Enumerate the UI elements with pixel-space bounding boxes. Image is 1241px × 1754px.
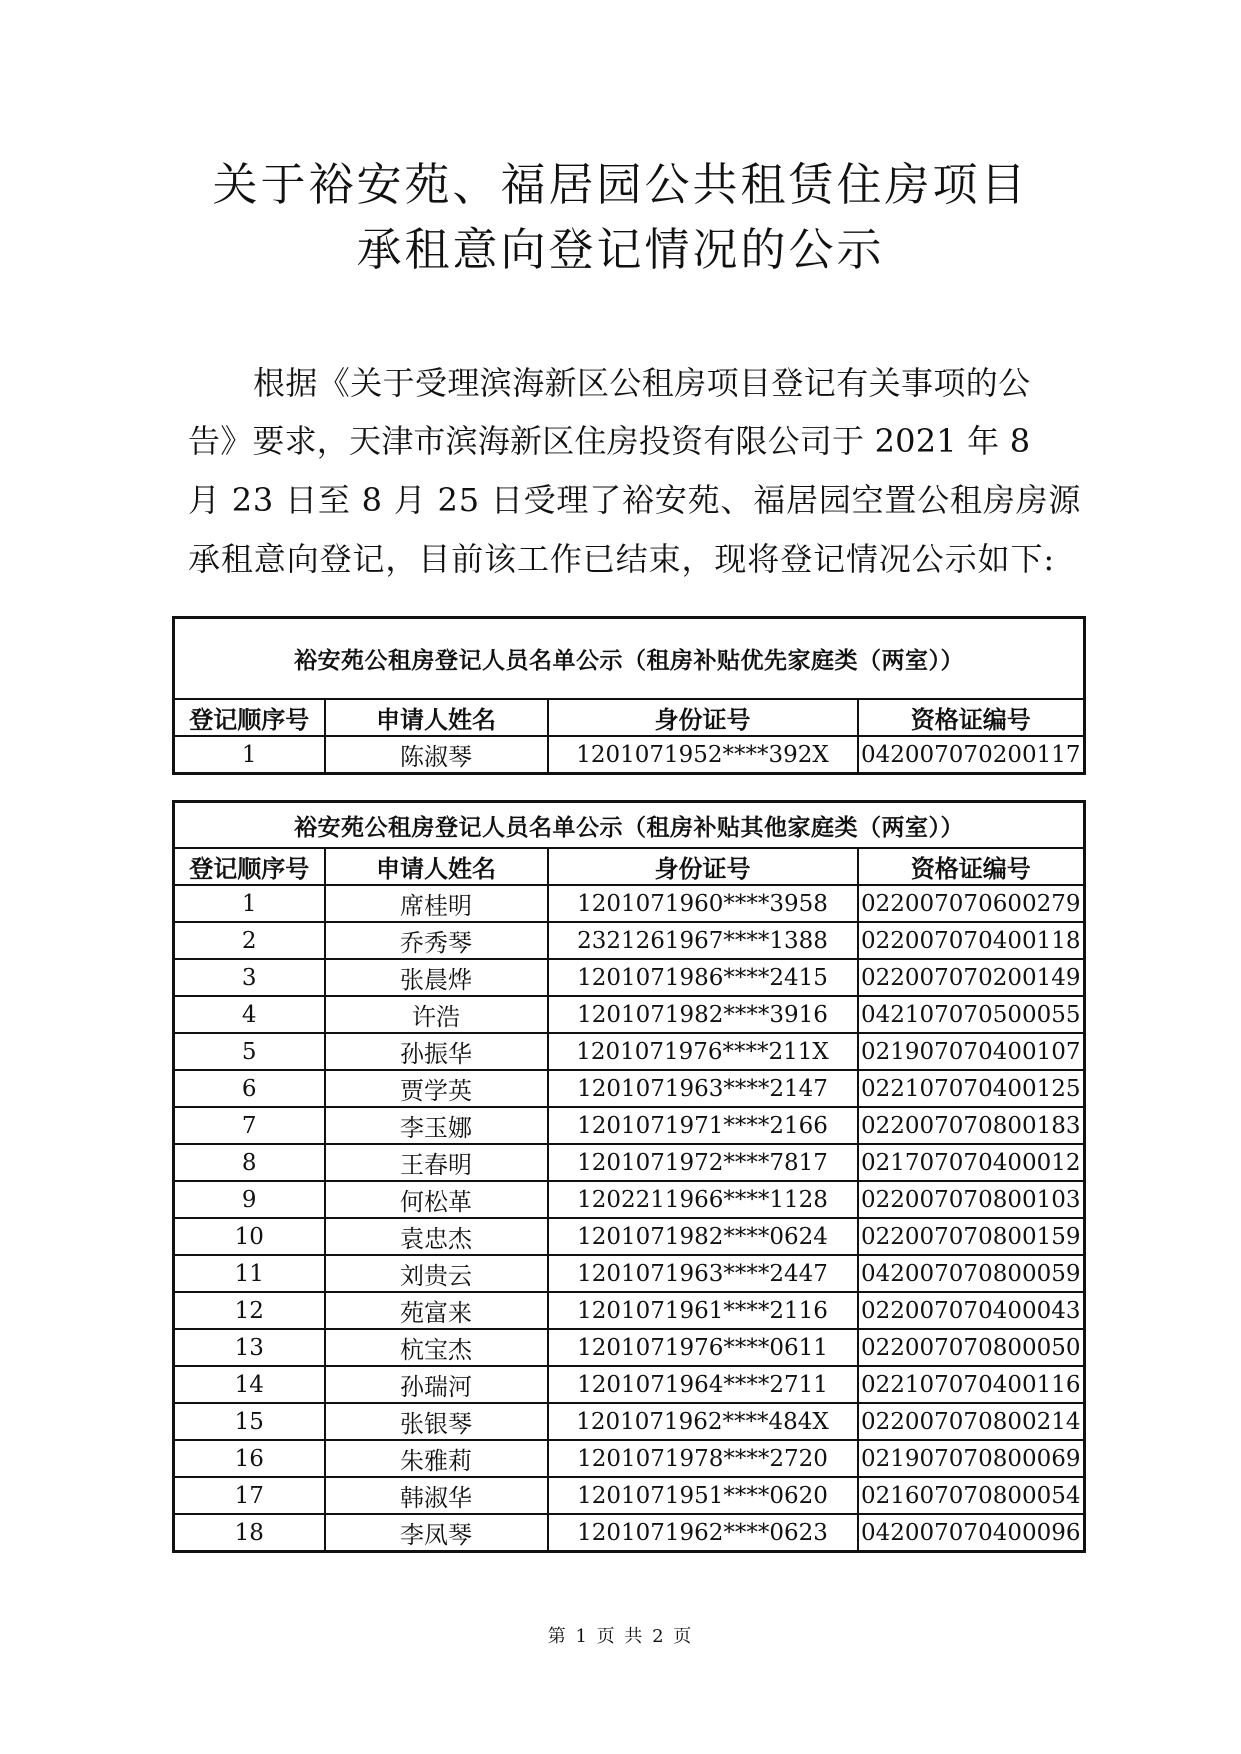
document-title-line-1: 关于裕安苑、福居园公共租赁住房项目 (212, 158, 1029, 211)
cell-id-number: 1201071971****2166 (548, 1107, 858, 1144)
table-row (174, 1366, 1085, 1403)
cell-id-number: 1201071986****2415 (548, 959, 858, 996)
cell-cert-number: 021907070800069 (858, 1440, 1085, 1477)
cell-cert-number: 022007070800214 (858, 1403, 1085, 1440)
table-row (174, 1440, 1085, 1477)
cell-seq: 4 (174, 996, 325, 1033)
cell-name: 孙振华 (325, 1033, 548, 1070)
table-row (174, 1329, 1085, 1366)
table-body (174, 736, 1085, 774)
cell-id-number: 1201071962****484X (548, 1403, 858, 1440)
table-row (174, 736, 1085, 774)
cell-name: 贾学英 (325, 1070, 548, 1107)
cell-name: 刘贵云 (325, 1255, 548, 1292)
cell-seq: 12 (174, 1292, 325, 1329)
cell-id-number: 1201071982****3916 (548, 996, 858, 1033)
intro-paragraph-line-3: 月 23 日至 8 月 25 日受理了裕安苑、福居园空置公租房房源 (188, 481, 1082, 519)
cell-seq: 16 (174, 1440, 325, 1477)
cell-seq: 13 (174, 1329, 325, 1366)
cell-cert-number: 021707070400012 (858, 1144, 1085, 1181)
cell-seq: 6 (174, 1070, 325, 1107)
cell-seq: 18 (174, 1514, 325, 1552)
cell-seq: 3 (174, 959, 325, 996)
table-body (174, 885, 1085, 1552)
cell-cert-number: 022007070800183 (858, 1107, 1085, 1144)
cell-seq: 1 (174, 885, 325, 922)
cell-seq: 1 (174, 736, 325, 774)
cell-id-number: 1201071963****2447 (548, 1255, 858, 1292)
cell-cert-number: 021907070400107 (858, 1033, 1085, 1070)
cell-id-number: 1201071963****2147 (548, 1070, 858, 1107)
column-header-name: 申请人姓名 (325, 848, 548, 885)
intro-paragraph-line-2: 告》要求，天津市滨海新区住房投资有限公司于 2021 年 8 (188, 422, 1031, 460)
cell-name: 孙瑞河 (325, 1366, 548, 1403)
cell-id-number: 1201071962****0623 (548, 1514, 858, 1552)
table-row (174, 885, 1085, 922)
table-row (174, 1144, 1085, 1181)
cell-name: 何松革 (325, 1181, 548, 1218)
cell-name: 李凤琴 (325, 1514, 548, 1552)
cell-id-number: 1201071964****2711 (548, 1366, 858, 1403)
cell-cert-number: 022107070400116 (858, 1366, 1085, 1403)
cell-name: 杭宝杰 (325, 1329, 548, 1366)
column-header-cert: 资格证编号 (858, 848, 1085, 885)
page-number-footer: 第 1 页 共 2 页 (547, 1626, 694, 1647)
cell-cert-number: 042007070800059 (858, 1255, 1085, 1292)
cell-name: 苑富来 (325, 1292, 548, 1329)
cell-seq: 11 (174, 1255, 325, 1292)
cell-name: 韩淑华 (325, 1477, 548, 1514)
table-caption: 裕安苑公租房登记人员名单公示（租房补贴优先家庭类（两室）） (174, 618, 1085, 700)
column-header-name: 申请人姓名 (325, 699, 548, 736)
cell-name: 袁忠杰 (325, 1218, 548, 1255)
cell-id-number: 2321261967****1388 (548, 922, 858, 959)
cell-id-number: 1201071976****211X (548, 1033, 858, 1070)
cell-id-number: 1201071952****392X (548, 736, 858, 774)
table-row (174, 1514, 1085, 1552)
table-row (174, 922, 1085, 959)
cell-seq: 7 (174, 1107, 325, 1144)
cell-seq: 9 (174, 1181, 325, 1218)
cell-name: 朱雅莉 (325, 1440, 548, 1477)
cell-id-number: 1202211966****1128 (548, 1181, 858, 1218)
cell-cert-number: 022007070600279 (858, 885, 1085, 922)
cell-name: 乔秀琴 (325, 922, 548, 959)
cell-cert-number: 042007070400096 (858, 1514, 1085, 1552)
table-row (174, 1181, 1085, 1218)
table-row (174, 1107, 1085, 1144)
cell-seq: 10 (174, 1218, 325, 1255)
cell-cert-number: 022007070800103 (858, 1181, 1085, 1218)
cell-cert-number: 022007070200149 (858, 959, 1085, 996)
table-row (174, 1218, 1085, 1255)
cell-id-number: 1201071961****2116 (548, 1292, 858, 1329)
cell-name: 陈淑琴 (325, 736, 548, 774)
column-header-id: 身份证号 (548, 848, 858, 885)
cell-id-number: 1201071960****3958 (548, 885, 858, 922)
cell-id-number: 1201071982****0624 (548, 1218, 858, 1255)
cell-name: 张银琴 (325, 1403, 548, 1440)
column-header-seq: 登记顺序号 (174, 848, 325, 885)
intro-paragraph-line-1: 根据《关于受理滨海新区公租房项目登记有关事项的公 (253, 364, 1031, 402)
cell-name: 李玉娜 (325, 1107, 548, 1144)
other-family-roster-table (172, 800, 1086, 1553)
intro-paragraph-line-4: 承租意向登记，目前该工作已结束，现将登记情况公示如下: (188, 540, 1056, 578)
table-row (174, 959, 1085, 996)
column-header-cert: 资格证编号 (858, 699, 1085, 736)
table-row (174, 996, 1085, 1033)
table-caption: 裕安苑公租房登记人员名单公示（租房补贴其他家庭类（两室）） (174, 802, 1085, 849)
cell-cert-number: 022107070400125 (858, 1070, 1085, 1107)
cell-seq: 2 (174, 922, 325, 959)
cell-cert-number: 022007070400118 (858, 922, 1085, 959)
priority-family-roster-table (172, 616, 1086, 775)
cell-seq: 17 (174, 1477, 325, 1514)
table-row (174, 1255, 1085, 1292)
cell-seq: 5 (174, 1033, 325, 1070)
cell-name: 席桂明 (325, 885, 548, 922)
cell-id-number: 1201071978****2720 (548, 1440, 858, 1477)
cell-seq: 14 (174, 1366, 325, 1403)
table-row (174, 1033, 1085, 1070)
cell-cert-number: 022007070800050 (858, 1329, 1085, 1366)
table-row (174, 1403, 1085, 1440)
cell-cert-number: 022007070800159 (858, 1218, 1085, 1255)
cell-id-number: 1201071972****7817 (548, 1144, 858, 1181)
table-row (174, 1292, 1085, 1329)
cell-name: 许浩 (325, 996, 548, 1033)
column-header-seq: 登记顺序号 (174, 699, 325, 736)
cell-seq: 15 (174, 1403, 325, 1440)
table-row (174, 1477, 1085, 1514)
cell-name: 王春明 (325, 1144, 548, 1181)
cell-seq: 8 (174, 1144, 325, 1181)
document-title-line-2: 承租意向登记情况的公示 (356, 223, 885, 276)
column-header-id: 身份证号 (548, 699, 858, 736)
cell-cert-number: 022007070400043 (858, 1292, 1085, 1329)
cell-cert-number: 042007070200117 (858, 736, 1085, 774)
table-row (174, 1070, 1085, 1107)
cell-id-number: 1201071976****0611 (548, 1329, 858, 1366)
cell-name: 张晨烨 (325, 959, 548, 996)
cell-id-number: 1201071951****0620 (548, 1477, 858, 1514)
cell-cert-number: 021607070800054 (858, 1477, 1085, 1514)
cell-cert-number: 042107070500055 (858, 996, 1085, 1033)
